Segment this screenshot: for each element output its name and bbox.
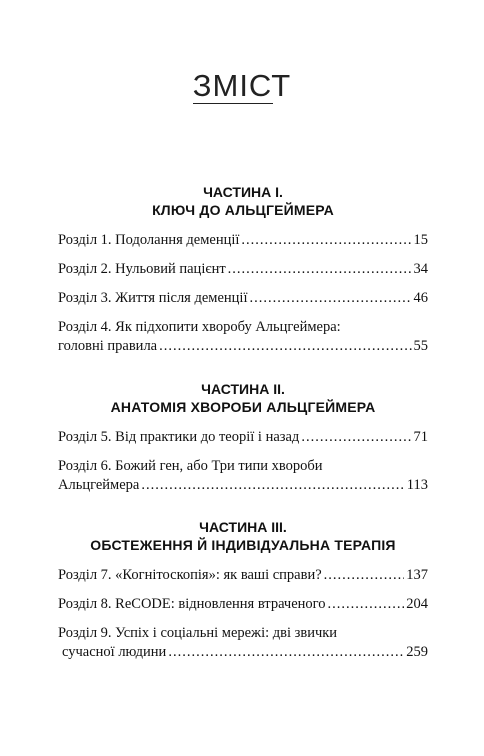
chapter-title: Розділ 3. Життя після деменції xyxy=(58,290,248,306)
dot-leader xyxy=(301,428,411,447)
toc-entry-chapter-4[interactable] xyxy=(58,318,428,356)
page-number: 259 xyxy=(406,644,428,660)
toc-entry-chapter-6[interactable] xyxy=(58,457,428,495)
toc-entry-chapter-7[interactable] xyxy=(58,566,428,585)
page-number: 34 xyxy=(413,261,428,277)
part-2 xyxy=(58,380,428,495)
toc-entry-chapter-5[interactable] xyxy=(58,428,428,447)
chapter-title: Розділ 5. Від практики до теорії і назад xyxy=(58,429,300,445)
chapter-title: Розділ 6. Божий ген, або Три типи хвороби xyxy=(58,458,323,474)
toc-entry-chapter-1[interactable] xyxy=(58,231,428,250)
chapter-title: Розділ 8. ReCODE: відновлення втраченого xyxy=(58,596,326,612)
part-3-subtitle: ОБСТЕЖЕННЯ Й ІНДИВІДУАЛЬНА ТЕРАПІЯ xyxy=(90,537,396,553)
chapter-title: Розділ 2. Нульовий пацієнт xyxy=(58,261,226,277)
part-2-subtitle: АНАТОМІЯ ХВОРОБИ АЛЬЦГЕЙМЕРА xyxy=(110,399,376,415)
chapter-title: Розділ 9. Успіх і соціальні мережі: дві звички xyxy=(58,625,338,641)
chapter-title: Розділ 7. «Когнітоскопія»: як ваші справи? xyxy=(58,567,322,583)
toc-entry-chapter-9[interactable] xyxy=(58,624,428,662)
page-title: ЗМІСТ xyxy=(192,68,292,103)
page-number: 55 xyxy=(413,338,428,354)
dot-leader xyxy=(241,231,411,250)
chapter-title: Розділ 1. Подолання деменції xyxy=(58,232,240,248)
chapter-title-continued: Альцгеймера xyxy=(58,477,140,493)
page-number: 46 xyxy=(413,290,428,306)
dot-leader xyxy=(324,566,405,585)
part-3 xyxy=(58,518,428,662)
title-underline xyxy=(193,103,273,104)
part-1-subtitle: КЛЮЧ ДО АЛЬЦГЕЙМЕРА xyxy=(152,202,334,218)
dot-leader xyxy=(141,476,404,495)
dot-leader xyxy=(249,289,411,308)
toc-entry-chapter-2[interactable] xyxy=(58,260,428,279)
toc-entry-chapter-3[interactable] xyxy=(58,289,428,308)
dot-leader xyxy=(159,337,411,356)
dot-leader xyxy=(168,643,404,662)
part-2-label: ЧАСТИНА ІІ. xyxy=(201,381,285,397)
dot-leader xyxy=(228,260,412,279)
page-number: 204 xyxy=(406,596,428,612)
chapter-title: Розділ 4. Як підхопити хворобу Альцгеймера: xyxy=(58,319,341,335)
toc-entry-chapter-8[interactable] xyxy=(58,595,428,614)
page-number: 137 xyxy=(406,567,428,583)
page-number: 113 xyxy=(406,477,428,493)
chapter-title-continued: сучасної людини xyxy=(62,644,167,660)
part-1 xyxy=(58,183,428,356)
part-3-label: ЧАСТИНА ІІІ. xyxy=(199,519,287,535)
dot-leader xyxy=(328,595,405,614)
page-number: 15 xyxy=(413,232,428,248)
part-1-label: ЧАСТИНА І. xyxy=(203,184,283,200)
chapter-title-continued: головні правила xyxy=(58,338,158,354)
page-number: 71 xyxy=(413,429,428,445)
